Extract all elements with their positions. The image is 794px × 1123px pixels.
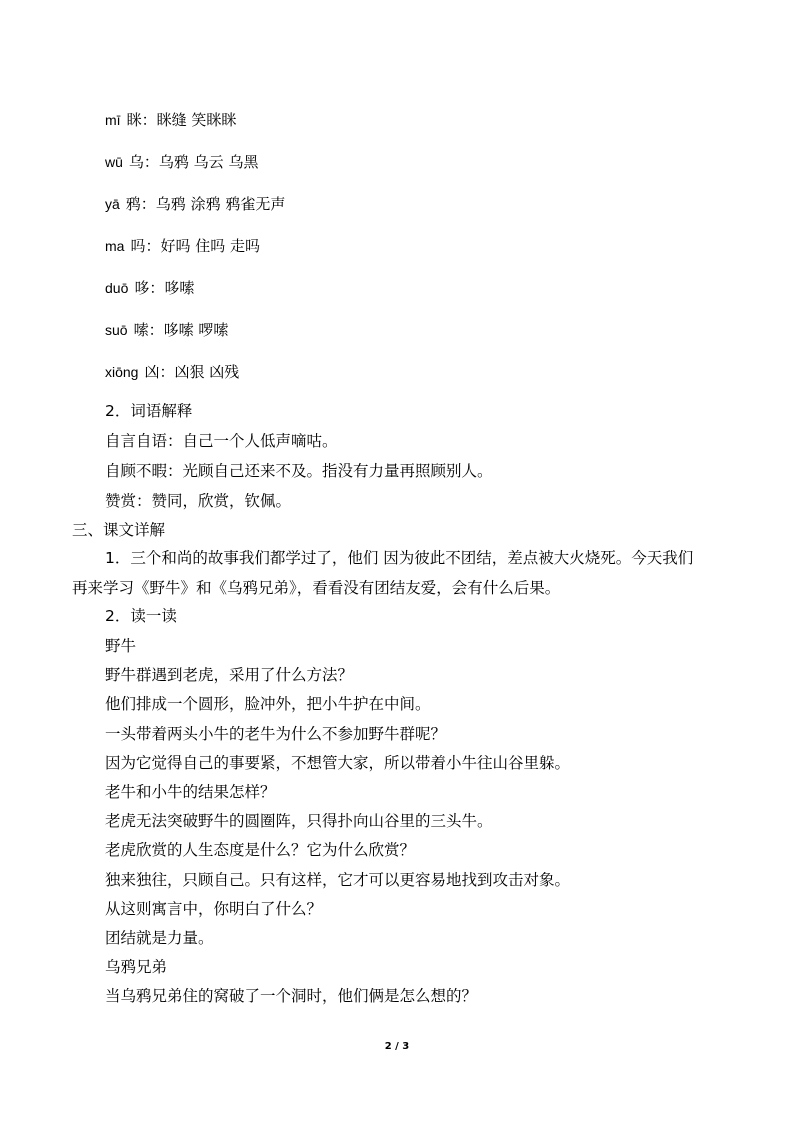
body-line: 从这则寓言中，你明白了什么？ — [105, 900, 323, 918]
definition-line: 自顾不暇：光顾自己还来不及。指没有力量再照顾别人。 — [105, 462, 493, 480]
vocab-pinyin: yā — [105, 196, 120, 212]
body-line: 当乌鸦兄弟住的窝破了一个洞时，他们俩是怎么想的？ — [105, 987, 478, 1005]
vocab-words: 哆：哆嗦 — [134, 279, 195, 297]
vocab-entry — [105, 152, 258, 172]
intro-paragraph-line-1: 1．三个和尚的故事我们都学过了，他们 因为彼此不团结，差点被大火烧死。今天我们 — [105, 549, 694, 567]
vocab-pinyin: xiōng — [105, 364, 139, 380]
body-line: 老牛和小牛的结果怎样？ — [105, 783, 276, 801]
vocab-entry — [105, 194, 285, 214]
vocab-pinyin: mī — [105, 112, 121, 128]
body-line: 老虎无法突破野牛的圆圈阵，只得扑向山谷里的三头牛。 — [105, 812, 493, 830]
read-heading: 2．读一读 — [105, 607, 177, 625]
body-line: 老虎欣赏的人生态度是什么？它为什么欣赏？ — [105, 841, 416, 859]
body-line: 他们排成一个圆形，脸冲外，把小牛护在中间。 — [105, 695, 431, 713]
section-heading-text-explanation: 三、课文详解 — [72, 521, 166, 539]
vocab-entry — [105, 236, 260, 256]
body-line: 因为它觉得自己的事要紧，不想管大家，所以带着小牛往山谷里躲。 — [105, 754, 571, 772]
vocab-pinyin: duō — [105, 280, 129, 296]
intro-paragraph-line-2: 再来学习《野牛》和《乌鸦兄弟》，看看没有团结友爱，会有什么后果。 — [72, 579, 561, 597]
vocab-entry — [105, 362, 239, 382]
body-line: 乌鸦兄弟 — [105, 958, 168, 976]
vocab-words: 嗦：哆嗦 啰嗦 — [133, 321, 229, 339]
vocab-entry — [105, 110, 236, 130]
vocab-words: 鸦：乌鸦 涂鸦 鸦雀无声 — [125, 195, 286, 213]
vocab-words: 凶：凶狠 凶残 — [144, 363, 240, 381]
body-line: 一头带着两头小牛的老牛为什么不参加野牛群呢？ — [105, 725, 447, 743]
vocab-pinyin: suō — [105, 322, 128, 338]
vocab-entry — [105, 278, 194, 298]
vocab-pinyin: wū — [105, 154, 123, 170]
body-line: 野牛群遇到老虎，采用了什么方法？ — [105, 666, 354, 684]
vocab-words: 吗：好吗 住吗 走吗 — [130, 237, 260, 255]
vocab-words: 乌：乌鸦 乌云 乌黑 — [128, 153, 259, 171]
page-number: 2 / 3 — [384, 1041, 410, 1052]
section-heading-word-explanation: 2．词语解释 — [105, 402, 193, 420]
vocab-words: 眯：眯缝 笑眯眯 — [126, 111, 237, 129]
definition-line: 自言自语：自己一个人低声嘀咕。 — [105, 432, 338, 450]
body-line: 野牛 — [105, 637, 137, 655]
vocab-pinyin: ma — [105, 238, 125, 254]
body-line: 团结就是力量。 — [105, 929, 214, 947]
definition-line: 赞赏：赞同，欣赏，钦佩。 — [105, 492, 292, 510]
vocab-entry — [105, 320, 228, 340]
body-line: 独来独往，只顾自己。只有这样，它才可以更容易地找到攻击对象。 — [105, 871, 571, 889]
